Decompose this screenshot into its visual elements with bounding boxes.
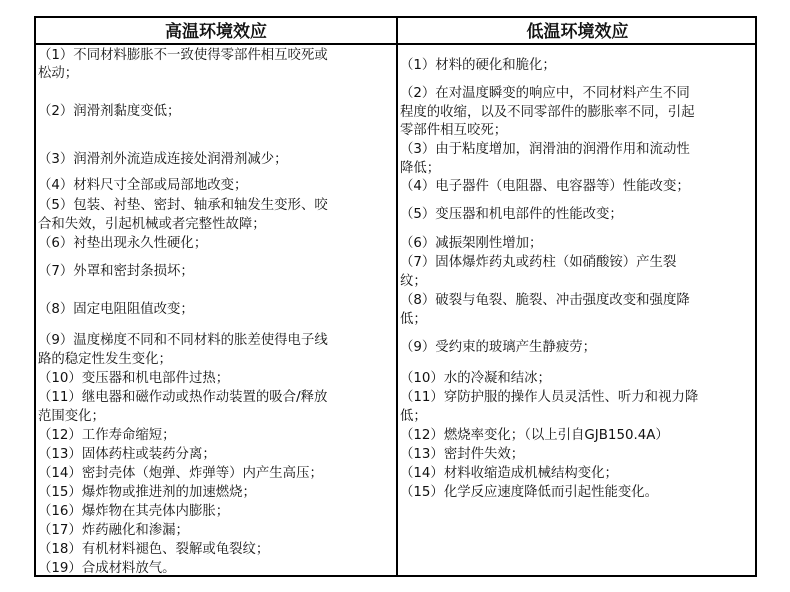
effect-item-line: （12）燃烧率变化；（以上引自GJB150.4A） — [400, 428, 669, 443]
effect-item-line: （13）固体药柱或装药分离； — [38, 447, 216, 462]
effect-item-line: （3）由于粘度增加，润滑油的润滑作用和流动性 — [400, 142, 690, 157]
effect-item-line: （5）变压器和机电部件的性能改变； — [400, 207, 623, 222]
effect-item-line: （7）外罩和密封条损坏； — [38, 264, 194, 279]
effect-item-line: （3）润滑剂外流造成连接处润滑剂减少； — [38, 152, 288, 167]
effect-item-line: （15）爆炸物或推进剂的加速燃烧； — [38, 485, 256, 500]
effect-item-line: （1）不同材料膨胀不一致使得零部件相互咬死或 — [38, 48, 328, 63]
effect-item-line: 松动； — [38, 66, 79, 81]
effect-item-line: （12）工作寿命缩短； — [38, 428, 176, 443]
effect-item-line: （14）密封壳体（炮弹、炸弹等）内产生高压； — [38, 466, 323, 481]
header-high-temp: 高温环境效应 — [165, 22, 267, 42]
effect-item-line: （2）在对温度瞬变的响应中，不同材料产生不同 — [400, 86, 690, 101]
effect-item-line: （6）减振架刚性增加； — [400, 236, 543, 251]
effect-item-line: 降低； — [400, 161, 441, 176]
effect-item-line: 程度的收缩，以及不同零部件的膨胀率不同，引起 — [400, 105, 695, 120]
column-divider — [396, 18, 398, 575]
effect-item-line: （9）受约束的玻璃产生静疲劳； — [400, 340, 596, 355]
effect-item-line: （16）爆炸物在其壳体内膨胀； — [38, 504, 230, 519]
effect-item-line: （6）衬垫出现永久性硬化； — [38, 236, 208, 251]
effect-item-line: 纹； — [400, 274, 427, 289]
effect-item-line: （11）继电器和磁作动或热作动装置的吸合/释放 — [38, 390, 328, 405]
effect-item-line: （4）电子器件（电阻器、电容器等）性能改变； — [400, 179, 690, 194]
effect-item-line: （5）包装、衬垫、密封、轴承和轴发生变形、咬 — [38, 198, 328, 213]
effect-item-line: （19）合成材料放气。 — [38, 561, 176, 576]
effect-item-line: （17）炸药融化和渗漏； — [38, 523, 189, 538]
effect-item-line: 零部件相互咬死； — [400, 123, 508, 138]
effect-item-line: （4）材料尺寸全部或局部地改变； — [38, 178, 248, 193]
effect-item-line: （2）润滑剂黏度变低； — [38, 104, 181, 119]
effect-item-line: （10）水的冷凝和结冰； — [400, 371, 551, 386]
effect-item-line: 低； — [400, 409, 427, 424]
effect-item-line: （14）材料收缩造成机械结构变化； — [400, 466, 618, 481]
effect-item-line: （9）温度梯度不同和不同材料的胀差使得电子线 — [38, 333, 328, 348]
effect-item-line: （11）穿防护服的操作人员灵活性、听力和视力降 — [400, 390, 699, 405]
header-low-temp: 低温环境效应 — [526, 22, 629, 42]
effect-item-line: （8）固定电阻阻值改变； — [38, 302, 194, 317]
effect-item-line: 范围变化； — [38, 409, 105, 424]
effect-item-line: （8）破裂与龟裂、脆裂、冲击强度改变和强度降 — [400, 293, 690, 308]
effect-item-line: （1）材料的硬化和脆化； — [400, 58, 556, 73]
effects-table — [34, 16, 757, 577]
effect-item-line: （7）固体爆炸药丸或药柱（如硝酸铵）产生裂 — [400, 255, 677, 270]
effect-item-line: 合和失效，引起机械或者完整性故障； — [38, 217, 266, 232]
effect-item-line: （13）密封件失效； — [400, 447, 525, 462]
effect-item-line: 低； — [400, 312, 427, 327]
effect-item-line: （10）变压器和机电部件过热； — [38, 371, 230, 386]
effect-item-line: （18）有机材料褪色、裂解或龟裂纹； — [38, 542, 270, 557]
effect-item-line: （15）化学反应速度降低而引起性能变化。 — [400, 485, 659, 500]
effect-item-line: 路的稳定性发生变化； — [38, 352, 172, 367]
